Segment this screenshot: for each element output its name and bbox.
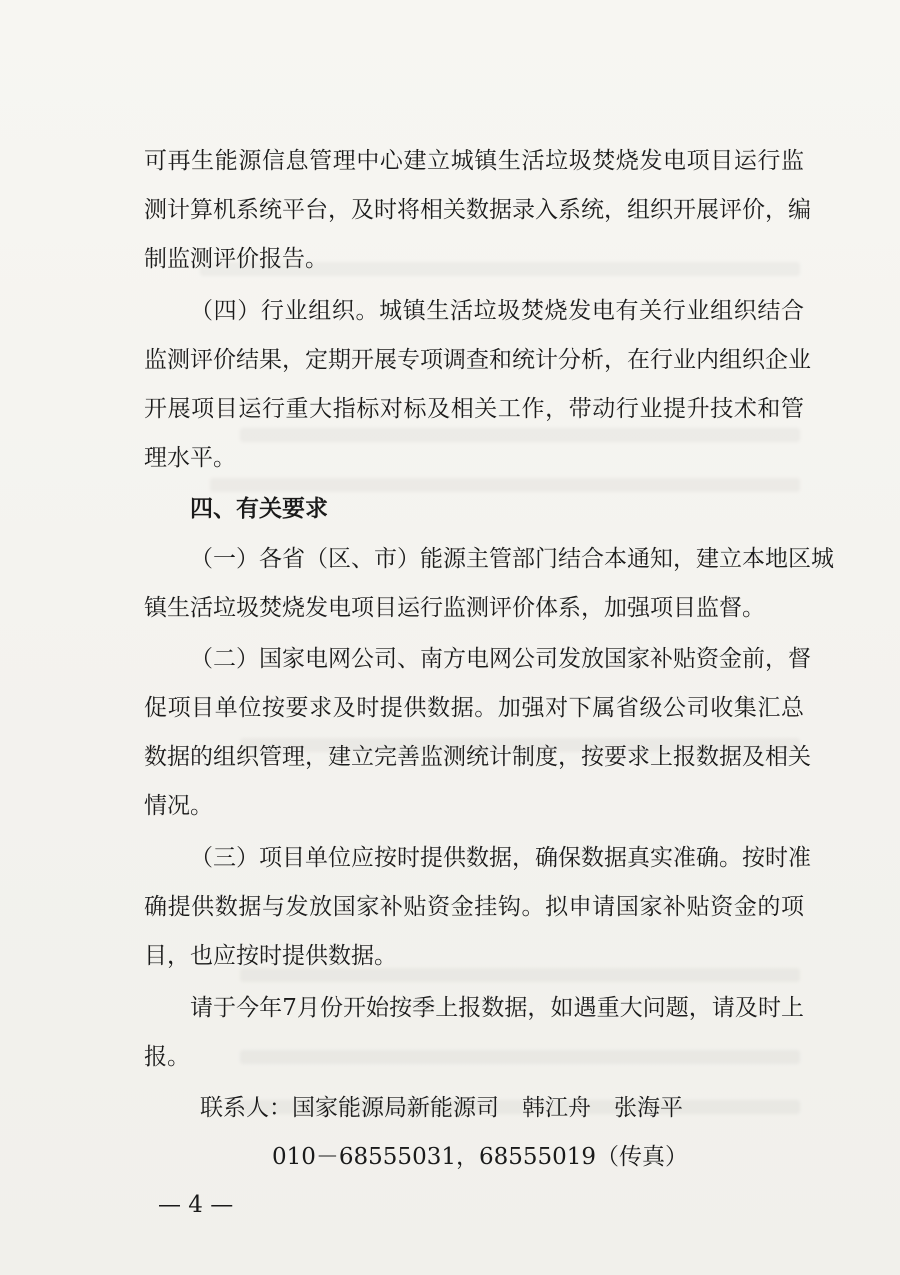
body-text-line: 促项目单位按要求及时提供数据。加强对下属省级公司收集汇总: [144, 695, 804, 721]
body-text-line: 情况。: [144, 793, 213, 819]
body-text-line: 开展项目运行重大指标对标及相关工作，带动行业提升技术和管: [144, 396, 804, 422]
page-number: — 4 —: [158, 1192, 234, 1218]
body-text-line: 测计算机系统平台，及时将相关数据录入系统，组织开展评价，编: [144, 197, 811, 223]
show-through-mark: [240, 1050, 800, 1064]
contact-phone-line: 010－68555031，68555019（传真）: [272, 1144, 689, 1170]
body-text-line: 数据的组织管理，建立完善监测统计制度，按要求上报数据及相关: [144, 744, 811, 770]
body-text-line: 目，也应按时提供数据。: [144, 943, 397, 969]
body-text-line: 理水平。: [144, 445, 236, 471]
body-text-line: （四）行业组织。城镇生活垃圾焚烧发电有关行业组织结合: [190, 298, 804, 324]
body-text-line: （二）国家电网公司、南方电网公司发放国家补贴资金前，督: [190, 646, 811, 672]
body-text-line: 报。: [144, 1044, 190, 1070]
body-text-line: 可再生能源信息管理中心建立城镇生活垃圾焚烧发电项目运行监: [144, 148, 804, 174]
show-through-mark: [210, 478, 800, 492]
contact-line: 联系人：国家能源局新能源司 韩江舟 张海平: [200, 1095, 683, 1121]
body-text-line: 镇生活垃圾焚烧发电项目运行监测评价体系，加强项目监督。: [144, 595, 765, 621]
body-text-line: 监测评价结果，定期开展专项调查和统计分析，在行业内组织企业: [144, 347, 811, 373]
body-text-line: （三）项目单位应按时提供数据，确保数据真实准确。按时准: [190, 845, 811, 871]
body-text-line: 制监测评价报告。: [144, 246, 328, 272]
body-text-line: 请于今年7月份开始按季上报数据，如遇重大问题，请及时上: [190, 995, 804, 1021]
show-through-mark: [240, 428, 800, 442]
section-heading: 四、有关要求: [190, 496, 328, 522]
body-text-line: 确提供数据与发放国家补贴资金挂钩。拟申请国家补贴资金的项: [144, 894, 804, 920]
body-text-line: （一）各省（区、市）能源主管部门结合本通知，建立本地区城: [190, 546, 834, 572]
